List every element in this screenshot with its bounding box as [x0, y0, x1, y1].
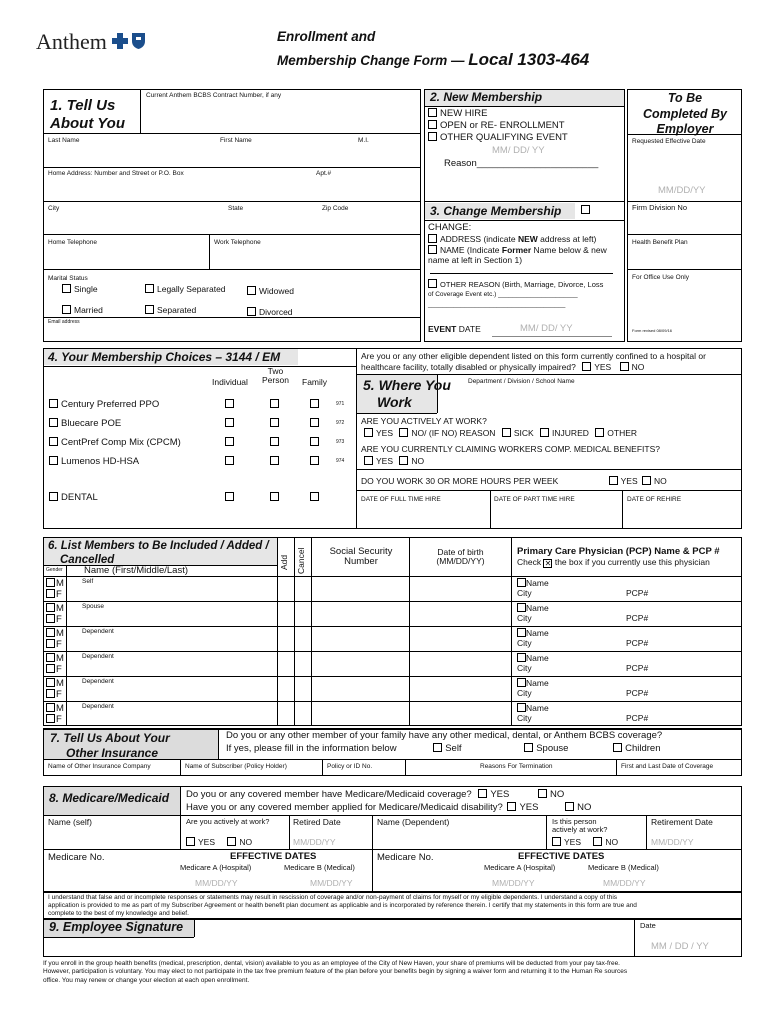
pcp-number-field[interactable]: PCP# — [626, 713, 649, 723]
pcp-city-field[interactable]: City — [517, 713, 532, 723]
change-address-checkbox[interactable]: ADDRESS (indicate NEW address at left) — [428, 234, 596, 244]
gender-female-checkbox[interactable]: F — [46, 614, 62, 625]
name-dependent-field[interactable]: Name (Dependent) — [377, 817, 450, 827]
plan-family-checkbox[interactable] — [310, 437, 319, 446]
dependent-active-no-checkbox[interactable] — [593, 837, 602, 846]
other-insurance-question: Do you or any other member of your family have any other medical, dental, or Anthem BCBS coverage? — [226, 730, 663, 741]
medicare-b-self-label: Medicare B (Medical) — [284, 863, 355, 872]
medicare-disability-yes-checkbox[interactable] — [507, 802, 516, 811]
pcp-header: Primary Care Physician (PCP) Name & PCP # Check ✕ the box if you currently use this physician — [517, 546, 720, 569]
pcp-city-field[interactable]: City — [517, 613, 532, 623]
dependent-active-yes-checkbox[interactable] — [552, 837, 561, 846]
last-name-field[interactable]: Last Name — [48, 137, 80, 144]
dental-individual-checkbox[interactable] — [225, 492, 234, 501]
single-checkbox[interactable]: Single — [62, 284, 98, 294]
other-reason-line[interactable]: of Coverage Event etc.) ______________________ — [428, 291, 578, 298]
new-hire-checkbox[interactable]: NEW HIRE — [428, 108, 488, 119]
gender-male-checkbox[interactable]: M — [46, 703, 64, 714]
section-2-title: 2. New Membership — [430, 90, 543, 104]
plan-individual-checkbox[interactable] — [225, 399, 234, 408]
cancel-column-header: Cancel — [296, 547, 306, 574]
injured-checkbox[interactable] — [540, 428, 549, 437]
subscriber-name-field[interactable]: Name of Subscriber (Policy Holder) — [185, 763, 287, 770]
confined-no-checkbox[interactable] — [620, 362, 629, 371]
new-membership-date-field[interactable]: MM/ DD/ YY — [492, 145, 545, 156]
work-telephone-field[interactable]: Work Telephone — [214, 239, 261, 246]
gender-female-checkbox[interactable]: F — [46, 589, 62, 600]
event-date-field[interactable]: EVENT DATE — [428, 324, 481, 334]
pcp-name-checkbox[interactable]: Name — [517, 703, 549, 713]
member-relation: Self — [82, 578, 94, 585]
section-1-title: 1. Tell Us About You — [50, 97, 125, 132]
medicare-a-dependent-date[interactable]: MM/DD/YY — [492, 878, 535, 888]
other-ins-spouse-checkbox[interactable] — [524, 743, 533, 752]
employer-title: To Be Completed By Employer — [642, 91, 728, 137]
retirement-date-field[interactable]: Retirement Date — [651, 817, 713, 827]
office-use-label: For Office Use Only — [632, 274, 689, 281]
medicare-a-self-date[interactable]: MM/DD/YY — [195, 878, 238, 888]
comp-yes-checkbox[interactable] — [364, 456, 373, 465]
section-9-title: 9. Employee Signature — [49, 920, 184, 934]
member-name-header: Name (First/Middle/Last) — [84, 565, 188, 576]
gender-male-checkbox[interactable]: M — [46, 628, 64, 639]
change-name-checkbox[interactable]: NAME (Indicate Former Name below & new — [428, 245, 607, 255]
plan-family-checkbox[interactable] — [310, 456, 319, 465]
change-label: CHANGE: — [428, 222, 472, 233]
member-relation: Dependent — [82, 628, 114, 635]
event-date-placeholder: MM/ DD/ YY — [520, 323, 573, 334]
plan-option[interactable]: Century Preferred PPO — [49, 399, 159, 410]
local-number: Local 1303-464 — [468, 49, 590, 69]
first-name-field[interactable]: First Name — [220, 137, 252, 144]
blue-cross-shield-icon — [112, 32, 146, 50]
workers-comp-options: YES NO — [364, 456, 424, 466]
pcp-number-field[interactable]: PCP# — [626, 588, 649, 598]
department-field[interactable]: Department / Division / School Name — [468, 378, 575, 385]
pcp-number-field[interactable]: PCP# — [626, 613, 649, 623]
actively-at-work-label: Are you actively at work? — [186, 817, 270, 826]
widowed-checkbox[interactable]: Widowed — [247, 286, 294, 296]
actively-at-work-question: ARE YOU ACTIVELY AT WORK? — [361, 416, 487, 426]
medicare-b-dependent-date[interactable]: MM/DD/YY — [603, 878, 646, 888]
name-self-field[interactable]: Name (self) — [48, 817, 92, 827]
individual-header: Individual — [212, 377, 248, 387]
active-work-options: YES NO/ (IF NO) REASON SICK INJURED OTHER — [364, 428, 637, 438]
plan-option[interactable]: Lumenos HD-HSA — [49, 456, 139, 467]
legal-statement: I understand that false and or incomplete responses or statements may result in rescission of coverage and/or non-payment of claims for myself or my eligible dependents. I understand a copy of this application is provided to me as part of my Subscriber Agreement or health benefit plan document as applicable and is incorporated by reference therein. I certify that my statements in this form are true and complete to the best of my knowledge and belief. — [48, 894, 637, 918]
dob-header: Date of birth (MM/DD/YY) — [436, 547, 485, 567]
section-5-title: 5. Where You Work — [363, 377, 451, 410]
rehire-field[interactable]: DATE OF REHIRE — [627, 496, 682, 503]
apt-field[interactable]: Apt.# — [316, 170, 332, 177]
family-header: Family — [302, 377, 328, 387]
footer-note: If you enroll in the group health benefits (medical, prescription, dental, vision) available to you as an employee of the City of New Haven, your share of premiums will be deducted from your pay tax-free. However, participation is voluntary. You may elect to not participate in the tax free premium feature of the plan before your benefits begin by signing a waiver form and returning it to the Human Re sources office. You may renew or change your election at each open enrollment. — [43, 960, 628, 984]
form-title: Enrollment and Membership Change Form — Local 1303-464 — [277, 29, 590, 69]
other-ins-self-checkbox[interactable] — [433, 743, 442, 752]
part-time-hire-field[interactable]: DATE OF PART TIME HIRE — [494, 496, 575, 503]
open-enrollment-checkbox[interactable]: OPEN or RE- ENROLLMENT — [428, 120, 565, 131]
legally-separated-checkbox[interactable]: Legally Separated — [145, 284, 226, 294]
plan-individual-checkbox[interactable] — [225, 456, 234, 465]
insurance-company-field[interactable]: Name of Other Insurance Company — [48, 763, 151, 770]
plan-option[interactable]: CentPref Comp Mix (CPCM) — [49, 437, 181, 448]
health-benefit-plan-field[interactable]: Health Benefit Plan — [632, 239, 688, 246]
medicare-no-self-field[interactable]: Medicare No. — [48, 852, 105, 863]
confined-yes-checkbox[interactable] — [582, 362, 591, 371]
home-telephone-field[interactable]: Home Telephone — [48, 239, 98, 246]
married-checkbox[interactable]: Married — [62, 305, 103, 315]
active-no-checkbox[interactable] — [399, 428, 408, 437]
confinement-question: Are you or any other eligible dependent listed on this form currently confined to a hospital or healthcare facility, totally disabled or physically impaired? YES NO — [361, 351, 706, 373]
member-relation: Dependent — [82, 678, 114, 685]
section-3-title: 3. Change Membership — [430, 204, 562, 218]
form-revised-label: Form revised 08/09/16 — [632, 328, 673, 333]
medicare-coverage-no-checkbox[interactable] — [538, 789, 547, 798]
effective-dates-dependent-label: EFFECTIVE DATES — [518, 851, 605, 862]
pcp-city-field[interactable]: City — [517, 663, 532, 673]
self-active-yes-checkbox[interactable] — [186, 837, 195, 846]
divorced-checkbox[interactable]: Divorced — [247, 307, 293, 317]
gender-female-checkbox[interactable]: F — [46, 689, 62, 700]
retirement-date-placeholder: MM/DD/YY — [651, 837, 694, 847]
change-membership-checkbox[interactable] — [581, 205, 590, 214]
retired-date-field[interactable]: Retired Date — [293, 817, 341, 827]
member-relation: Spouse — [82, 603, 105, 610]
dependent-active-label: Is this person actively at work? — [552, 817, 608, 835]
medicare-b-self-date[interactable]: MM/DD/YY — [310, 878, 353, 888]
pcp-name-checkbox[interactable]: Name — [517, 578, 549, 588]
checked-box-icon: ✕ — [544, 559, 552, 569]
email-field[interactable]: Email address — [48, 319, 80, 325]
section-8-title: 8. Medicare/Medicaid — [49, 791, 170, 805]
pcp-number-field[interactable]: PCP# — [626, 688, 649, 698]
two-person-header: Two Person — [262, 366, 289, 386]
hours-no-checkbox[interactable] — [642, 476, 651, 485]
plan-two-person-checkbox[interactable] — [270, 399, 279, 408]
other-ins-children-checkbox[interactable] — [613, 743, 622, 752]
pcp-city-field[interactable]: City — [517, 688, 532, 698]
change-name-note: name at left in Section 1) — [428, 255, 523, 265]
dental-family-checkbox[interactable] — [310, 492, 319, 501]
medicare-coverage-question: Do you or any covered member have Medicare/Medicaid coverage? YES NO — [186, 789, 565, 800]
plan-code: 974 — [336, 458, 345, 464]
plan-two-person-checkbox[interactable] — [270, 456, 279, 465]
gender-female-checkbox[interactable]: F — [46, 714, 62, 725]
brand-name: Anthem — [36, 29, 107, 54]
gender-male-checkbox[interactable]: M — [46, 653, 64, 664]
medicare-a-self-label: Medicare A (Hospital) — [180, 863, 252, 872]
plan-family-checkbox[interactable] — [310, 399, 319, 408]
plan-two-person-checkbox[interactable] — [270, 437, 279, 446]
medicare-disability-no-checkbox[interactable] — [565, 802, 574, 811]
signature-date-field[interactable]: MM / DD / YY — [651, 941, 709, 952]
section-7-title: 7. Tell Us About Your Other Insurance — [50, 731, 170, 760]
retired-date-placeholder: MM/DD/YY — [293, 837, 336, 847]
hours-question: DO YOU WORK 30 OR MORE HOURS PER WEEK YES NO — [361, 476, 667, 486]
firm-division-field[interactable]: Firm Division No — [632, 203, 688, 212]
plan-individual-checkbox[interactable] — [225, 437, 234, 446]
other-reason-checkbox[interactable]: OTHER REASON (Birth, Marriage, Divorce, Loss — [428, 279, 603, 289]
self-active-options: YES NO — [186, 837, 252, 847]
plan-option[interactable]: Bluecare POE — [49, 418, 121, 429]
dental-checkbox[interactable]: DENTAL — [49, 492, 98, 503]
sick-checkbox[interactable] — [502, 428, 511, 437]
member-relation: Dependent — [82, 703, 114, 710]
other-checkbox[interactable] — [595, 428, 604, 437]
mi-field[interactable]: M.I. — [358, 137, 369, 144]
state-field[interactable]: State — [228, 205, 244, 212]
member-relation: Dependent — [82, 653, 114, 660]
other-insurance-options: If yes, please fill in the information below Self Spouse Children — [226, 743, 661, 754]
requested-effective-date-label: Requested Effective Date — [632, 138, 706, 145]
workers-comp-question: ARE YOU CURRENTLY CLAIMING WORKERS COMP. MEDICAL BENEFITS? — [361, 444, 660, 454]
plan-code: 971 — [336, 401, 345, 407]
section-6-title: 6. List Members to Be Included / Added / Cancelled — [48, 540, 269, 567]
termination-reason-field[interactable]: Reasons For Termination — [480, 763, 553, 770]
gender-male-checkbox[interactable]: M — [46, 603, 64, 614]
comp-no-checkbox[interactable] — [399, 456, 408, 465]
medicare-a-dependent-label: Medicare A (Hospital) — [484, 863, 556, 872]
plan-two-person-checkbox[interactable] — [270, 418, 279, 427]
plan-family-checkbox[interactable] — [310, 418, 319, 427]
gender-header: Gender — [46, 567, 63, 573]
signature-date-label: Date — [640, 921, 656, 930]
active-yes-checkbox[interactable] — [364, 428, 373, 437]
contract-number-field[interactable]: Current Anthem BCBS Contract Number, if any — [146, 92, 282, 99]
requested-effective-date-field[interactable]: MM/DD/YY — [658, 185, 706, 196]
medicare-b-dependent-label: Medicare B (Medical) — [588, 863, 659, 872]
other-qualifying-event-checkbox[interactable]: OTHER QUALIFYING EVENT — [428, 132, 568, 143]
reason-field[interactable]: Reason_______________________ — [444, 158, 599, 169]
plan-code: 973 — [336, 439, 345, 445]
pcp-name-checkbox[interactable]: Name — [517, 628, 549, 638]
gender-male-checkbox[interactable]: M — [46, 678, 64, 689]
ssn-header: Social Security Number — [329, 546, 393, 568]
dependent-active-options: YES NO — [552, 837, 618, 847]
pcp-number-field[interactable]: PCP# — [626, 638, 649, 648]
address-field[interactable]: Home Address: Number and Street or P.O. Box — [48, 170, 184, 177]
other-reason-line-2[interactable]: ______________________________________ — [428, 301, 566, 308]
add-column-header: Add — [279, 554, 289, 570]
plan-code: 972 — [336, 420, 345, 426]
coverage-dates-field[interactable]: First and Last Date of Coverage — [621, 763, 714, 770]
self-active-no-checkbox[interactable] — [227, 837, 236, 846]
pcp-name-checkbox[interactable]: Name — [517, 603, 549, 613]
pcp-number-field[interactable]: PCP# — [626, 663, 649, 673]
dental-two-person-checkbox[interactable] — [270, 492, 279, 501]
zip-field[interactable]: Zip Code — [322, 205, 349, 212]
effective-dates-self-label: EFFECTIVE DATES — [230, 851, 317, 862]
gender-male-checkbox[interactable]: M — [46, 578, 64, 589]
full-time-hire-field[interactable]: DATE OF FULL TIME HIRE — [361, 496, 441, 503]
separated-checkbox[interactable]: Separated — [145, 305, 196, 315]
marital-status-label: Marital Status — [48, 275, 88, 282]
city-field[interactable]: City — [48, 205, 60, 212]
policy-id-field[interactable]: Policy or ID No. — [327, 763, 373, 770]
gender-female-checkbox[interactable]: F — [46, 664, 62, 675]
gender-female-checkbox[interactable]: F — [46, 639, 62, 650]
anthem-logo — [36, 30, 146, 54]
hours-yes-checkbox[interactable] — [609, 476, 618, 485]
pcp-name-checkbox[interactable]: Name — [517, 653, 549, 663]
pcp-name-checkbox[interactable]: Name — [517, 678, 549, 688]
pcp-city-field[interactable]: City — [517, 638, 532, 648]
plan-individual-checkbox[interactable] — [225, 418, 234, 427]
medicare-disability-question: Have you or any covered member applied for Medicare/Medicaid disability? YES NO — [186, 802, 592, 813]
pcp-city-field[interactable]: City — [517, 588, 532, 598]
section-4-title: 4. Your Membership Choices – 3144 / EM — [48, 350, 281, 364]
medicare-no-dependent-field[interactable]: Medicare No. — [377, 852, 434, 863]
medicare-coverage-yes-checkbox[interactable] — [478, 789, 487, 798]
